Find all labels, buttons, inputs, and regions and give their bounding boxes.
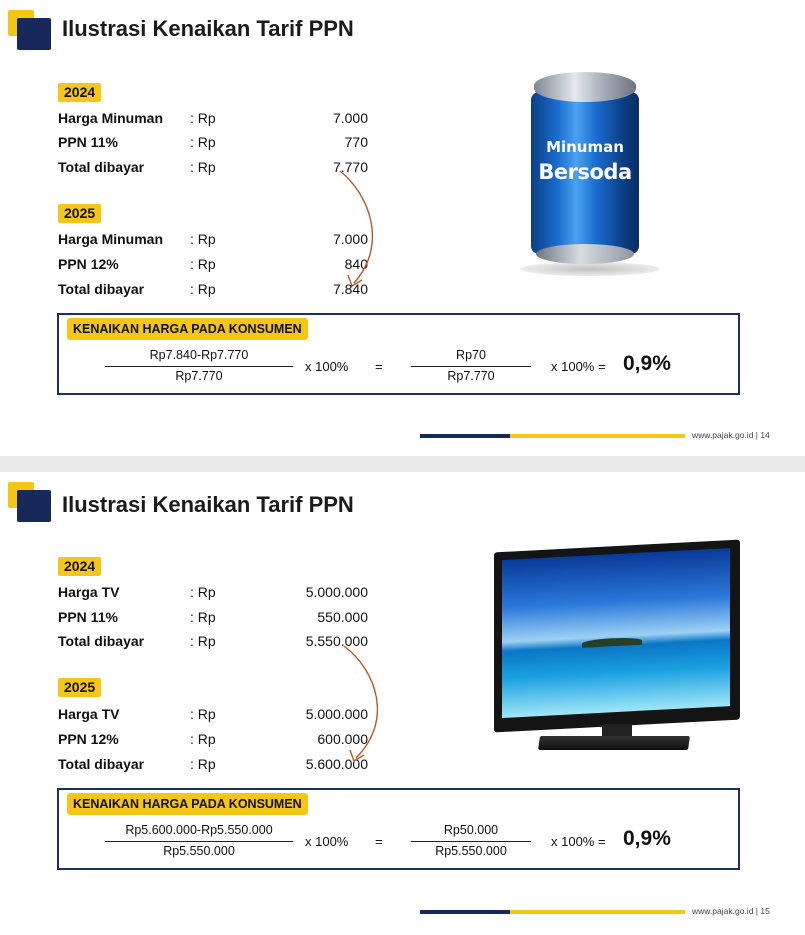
- equals-sign: =: [375, 834, 383, 849]
- table-row: [58, 256, 368, 276]
- year-badge-2025: 2025: [58, 678, 101, 697]
- fraction-numerator: Rp70: [456, 348, 486, 362]
- fraction-2: [411, 346, 531, 386]
- page-number: 14: [760, 430, 770, 440]
- calc-heading: KENAIKAN HARGA PADA KONSUMEN: [67, 793, 308, 815]
- table-row: [58, 609, 368, 629]
- fraction-denominator: Rp7.770: [447, 369, 495, 383]
- row-label: Total dibayar: [58, 756, 145, 772]
- times-100: x 100%: [305, 359, 349, 374]
- year-badge-2024: 2024: [58, 83, 101, 102]
- row-currency: : Rp: [190, 756, 216, 772]
- row-value: 7.000: [332, 110, 368, 126]
- row-currency: : Rp: [190, 584, 216, 600]
- year-badge-2025: 2025: [58, 204, 101, 223]
- fraction-numerator: Rp5.600.000-Rp5.550.000: [125, 823, 273, 837]
- row-currency: : Rp: [190, 633, 216, 649]
- row-label: Total dibayar: [58, 159, 145, 175]
- slide-tv: [0, 472, 805, 935]
- row-label: PPN 11%: [58, 609, 118, 625]
- footer-text: www.pajak.go.id | 14: [692, 430, 770, 440]
- year-badge-2024: 2024: [58, 557, 101, 576]
- table-row: [58, 110, 368, 130]
- calculation-box: [57, 788, 740, 870]
- result-value: 0,9%: [623, 352, 671, 375]
- television-image: [494, 546, 742, 766]
- row-value: 770: [344, 134, 368, 150]
- row-value: 7.000: [332, 231, 368, 247]
- can-label-bottom: Bersoda: [538, 160, 632, 184]
- row-value: 5.000.000: [305, 584, 368, 600]
- logo: [8, 482, 52, 522]
- table-row: [58, 231, 368, 251]
- row-label: Harga TV: [58, 706, 120, 722]
- table-row: [58, 706, 368, 726]
- arrow-icon: [330, 165, 390, 295]
- row-currency: : Rp: [190, 609, 216, 625]
- times-100-equals: x 100% =: [551, 834, 606, 849]
- row-value: 5.550.000: [305, 633, 368, 649]
- row-currency: : Rp: [190, 134, 216, 150]
- calculation-box: [57, 313, 740, 395]
- fraction-numerator: Rp7.840-Rp7.770: [149, 348, 249, 362]
- times-100-equals: x 100% =: [551, 359, 606, 374]
- table-row: [58, 584, 368, 604]
- table-row: [58, 731, 368, 751]
- row-label: PPN 11%: [58, 134, 118, 150]
- row-value: 600.000: [317, 731, 368, 747]
- logo: [8, 10, 52, 50]
- slide-title: Ilustrasi Kenaikan Tarif PPN: [62, 492, 354, 517]
- row-currency: : Rp: [190, 231, 216, 247]
- fraction-1: [105, 821, 293, 861]
- row-label: Harga Minuman: [58, 110, 164, 126]
- table-row: [58, 756, 368, 776]
- row-currency: : Rp: [190, 159, 216, 175]
- table-row: [58, 281, 368, 301]
- can-label-top: Minuman: [546, 138, 624, 156]
- row-value: 5.000.000: [305, 706, 368, 722]
- row-currency: : Rp: [190, 706, 216, 722]
- fraction-denominator: Rp5.550.000: [435, 844, 507, 858]
- row-label: Harga TV: [58, 584, 120, 600]
- result-value: 0,9%: [623, 827, 671, 850]
- row-currency: : Rp: [190, 110, 216, 126]
- fraction-numerator: Rp50.000: [443, 823, 499, 837]
- row-value: 840: [344, 256, 368, 272]
- footer-bar: [420, 910, 685, 914]
- soda-can-image: [528, 72, 642, 268]
- arrow-icon: [336, 640, 396, 770]
- slide-title: Ilustrasi Kenaikan Tarif PPN: [62, 16, 354, 41]
- row-label: Total dibayar: [58, 633, 145, 649]
- row-value: 7.840: [332, 281, 368, 297]
- row-value: 5.600.000: [305, 756, 368, 772]
- calc-heading: KENAIKAN HARGA PADA KONSUMEN: [67, 318, 308, 340]
- table-row: [58, 633, 368, 653]
- footer-bar: [420, 434, 685, 438]
- fraction-2: [411, 821, 531, 861]
- table-row: [58, 159, 368, 179]
- fraction-denominator: Rp7.770: [175, 369, 223, 383]
- equals-sign: =: [375, 359, 383, 374]
- fraction-1: [105, 346, 293, 386]
- fraction-denominator: Rp5.550.000: [163, 844, 235, 858]
- table-row: [58, 134, 368, 154]
- row-label: PPN 12%: [58, 731, 119, 747]
- row-label: Total dibayar: [58, 281, 145, 297]
- row-currency: : Rp: [190, 281, 216, 297]
- page-number: 15: [760, 906, 770, 916]
- row-label: Harga Minuman: [58, 231, 164, 247]
- times-100: x 100%: [305, 834, 349, 849]
- footer-url: www.pajak.go.id: [692, 430, 754, 440]
- footer-text: www.pajak.go.id | 15: [692, 906, 770, 916]
- slide-soda: [0, 0, 805, 456]
- row-value: 7.770: [332, 159, 368, 175]
- footer-url: www.pajak.go.id: [692, 906, 754, 916]
- row-label: PPN 12%: [58, 256, 119, 272]
- row-value: 550.000: [317, 609, 368, 625]
- row-currency: : Rp: [190, 731, 216, 747]
- row-currency: : Rp: [190, 256, 216, 272]
